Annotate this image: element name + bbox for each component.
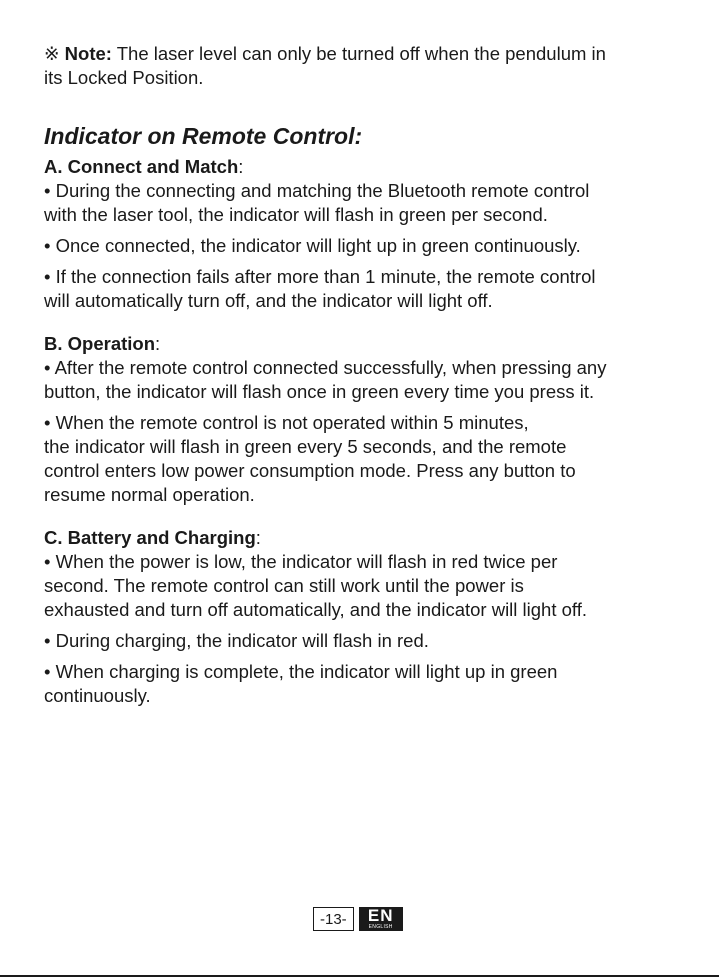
- subheading-connect-and-match: [44, 155, 654, 179]
- subheading-b-colon: :: [155, 333, 161, 354]
- bullet-a2: [44, 234, 654, 258]
- bullet-c3: [44, 660, 654, 708]
- bullet-line: control enters low power consumption mode. Press any button to: [44, 460, 576, 481]
- bullet-c2: [44, 629, 654, 653]
- bullet-line: • When the power is low, the indicator will flash in red twice per: [44, 551, 558, 572]
- subheading-a-colon: :: [238, 156, 244, 177]
- bullet-line: • If the connection fails after more than 1 minute, the remote control: [44, 266, 596, 287]
- bullet-line: will automatically turn off, and the indicator will light off.: [44, 290, 493, 311]
- note-paragraph: [44, 42, 654, 90]
- bullet-line: • When charging is complete, the indicator will light up in green: [44, 661, 558, 682]
- subheading-a-text: A. Connect and Match: [44, 156, 239, 177]
- subheading-c-text: C. Battery and Charging: [44, 527, 256, 548]
- note-text: The laser level can only be turned off when the pendulum in: [111, 43, 606, 64]
- subheading-battery-and-charging: [44, 526, 654, 550]
- bullet-line: • When the remote control is not operated within 5 minutes,: [44, 412, 529, 433]
- bullet-line: • Once connected, the indicator will light up in green continuously.: [44, 235, 581, 256]
- bullet-a1: [44, 179, 654, 227]
- bullet-line: continuously.: [44, 685, 151, 706]
- page-content: [44, 42, 654, 708]
- language-name: ENGLISH: [368, 924, 393, 930]
- note-text-line2: its Locked Position.: [44, 67, 204, 88]
- note-symbol: ※: [44, 43, 60, 64]
- bullet-line: the indicator will flash in green every 5 seconds, and the remote: [44, 436, 567, 457]
- subheading-b-text: B. Operation: [44, 333, 156, 354]
- language-badge: [359, 907, 403, 931]
- bullet-line: • During charging, the indicator will flash in red.: [44, 630, 429, 651]
- bullet-line: • After the remote control connected successfully, when pressing any: [44, 357, 607, 378]
- bullet-line: resume normal operation.: [44, 484, 255, 505]
- bullet-line: button, the indicator will flash once in green every time you press it.: [44, 381, 595, 402]
- bullet-c1: [44, 550, 654, 622]
- language-code: EN: [367, 906, 394, 925]
- note-label: Note:: [64, 43, 112, 64]
- page-footer: [313, 907, 403, 931]
- page-number: -13-: [313, 907, 354, 931]
- subheading-c-colon: :: [255, 527, 261, 548]
- bullet-b1: [44, 356, 654, 404]
- subheading-operation: [44, 332, 654, 356]
- section-title: Indicator on Remote Control:: [44, 123, 363, 149]
- bullet-line: with the laser tool, the indicator will flash in green per second.: [44, 204, 548, 225]
- bullet-line: • During the connecting and matching the Bluetooth remote control: [44, 180, 590, 201]
- bullet-line: second. The remote control can still work until the power is: [44, 575, 524, 596]
- bullet-line: exhausted and turn off automatically, and the indicator will light off.: [44, 599, 587, 620]
- bullet-b2: [44, 411, 654, 507]
- bullet-a3: [44, 265, 654, 313]
